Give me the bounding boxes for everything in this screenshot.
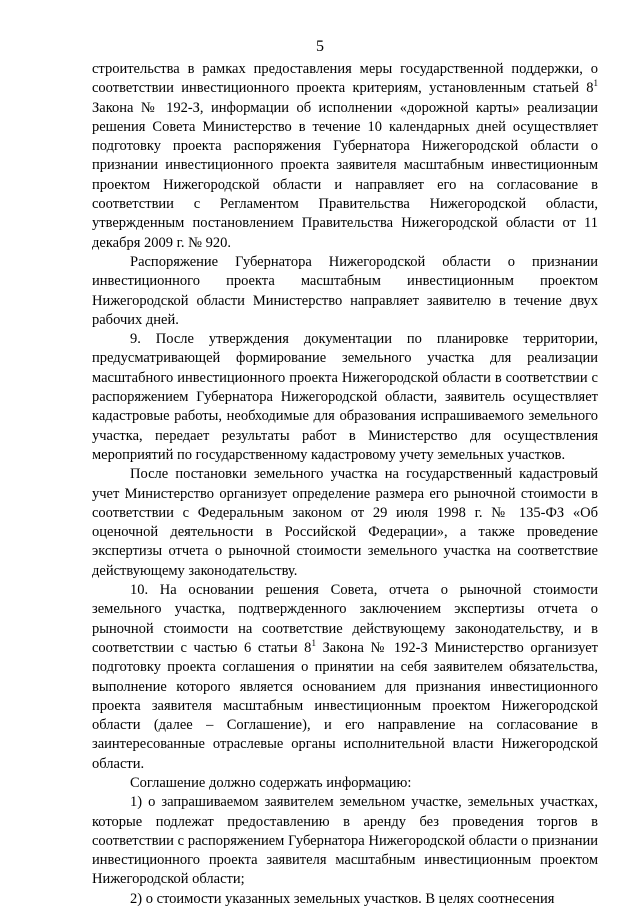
paragraph-subitem-2: 2) о стоимости указанных земельных участков. В целях соотнесения <box>130 890 555 907</box>
paragraph-cadastral-valuation: После постановки земельного участка на государственный кадастровый учет Министерство организует определение размера его рыночной стоимости в соответствии с Федеральным законом от 29 июля 1998 г. № 135-ФЗ «Об оценочной деятельности в Российской Федерации», а также проведение экспертизы отчета о рыночной стоимости земельного участка на соответствие действующему законодательству. <box>92 466 598 579</box>
paragraph-item-10 <box>92 581 598 774</box>
page-number: 5 <box>316 38 324 55</box>
document-body <box>92 60 598 909</box>
paragraph-text: Закона № 192-З, информации об исполнении «дорожной карты» реализации решения Совета Министерство в течение 10 календарных дней осуществляет подготовку проекта распоряжения Губернатора Нижегородской области о признании инвестиционного проекта заявителя масштабным инвестиционным проектом Нижегородской области и направляет его на согласование в соответствии с Регламентом Правительства Нижегородской области, утвержденным постановлением Правительства Нижегородской области от 11 декабря 2009 г. № 920. <box>92 99 598 251</box>
paragraph-subitem-1: 1) о запрашиваемом заявителем земельном участке, земельных участках, которые подлежат предоставлению в аренду без проведения торгов в соответствии с распоряжением Губернатора Нижегородской области о признании инвестиционного проекта заявителя масштабным инвестиционным проектом Нижегородской области; <box>92 794 598 888</box>
superscript: 1 <box>311 637 316 648</box>
paragraph-agreement-intro: Соглашение должно содержать информацию: <box>130 774 412 791</box>
paragraph-governor-order: Распоряжение Губернатора Нижегородской области о признании инвестиционного проекта масштабным инвестиционным проектом Нижегородской области Министерство направляет заявителю в течение двух рабочих дней. <box>92 253 598 328</box>
paragraph-text: 10. На основании решения Совета, отчета о рыночной стоимости земельного участка, подтвержденного заключением экспертизы отчета о рыночной стоимости на соответствие действующему законодательству, и в соответствии с частью 6 статьи 8 <box>92 582 598 656</box>
paragraph-item-9: 9. После утверждения документации по планировке территории, предусматривающей формирование земельного участка для реализации масштабного инвестиционного проекта Нижегородской области в соответствии с распоряжением Губернатора Нижегородской области, заявитель осуществляет кадастровые работы, необходимые для образования испрашиваемого земельного участка, передает результаты работ в Министерство для осуществления мероприятий по государственному кадастровому учету земельных участков. <box>92 331 598 463</box>
superscript: 1 <box>593 78 598 89</box>
paragraph-text: Закона № 192-З Министерство организует подготовку проекта соглашения о принятии на себя заявителем обязательства, выполнение которого является основанием для признания инвестиционного проекта заявителя масштабным инвестиционным проектом Нижегородской области (далее – Соглашение), и его направление на согласование в заинтересованные отраслевые органы исполнительной власти Нижегородской области. <box>92 639 598 772</box>
paragraph-continuation <box>92 60 598 253</box>
paragraph-text: строительства в рамках предоставления меры государственной поддержки, о соответствии инвестиционного проекта критериям, установленным статьей 8 <box>92 61 598 97</box>
